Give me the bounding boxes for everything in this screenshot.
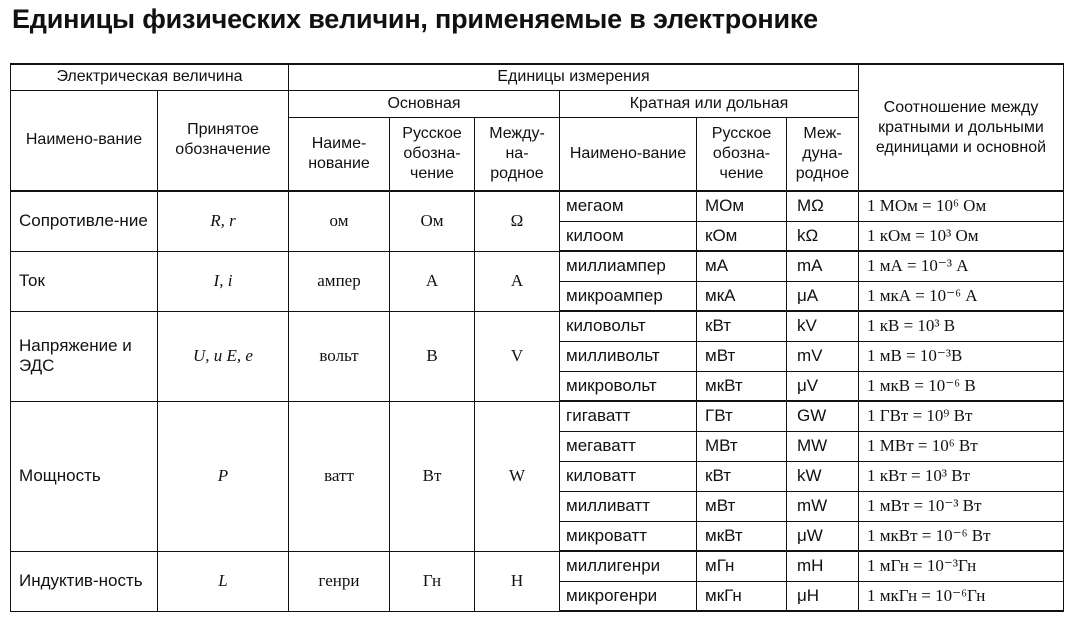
multiple-unit-intl: MΩ [787, 191, 859, 221]
multiple-unit-ru: мкВт [697, 521, 787, 551]
multiple-unit-name: мегаватт [560, 431, 697, 461]
multiple-unit-ru: МВт [697, 431, 787, 461]
multiple-unit-intl: mW [787, 491, 859, 521]
multiple-unit-name: киловольт [560, 311, 697, 341]
multiple-unit-name: микрогенри [560, 581, 697, 611]
multiple-unit-intl: μW [787, 521, 859, 551]
header-ratio: Соотношение между кратными и дольными единицами и основной [859, 64, 1064, 191]
header-quantity-symbol: Принятое обозначение [158, 90, 289, 191]
table-row [11, 191, 1064, 221]
base-unit-intl: Н [475, 551, 560, 611]
header-base-intl: Между-на-родное [475, 117, 560, 191]
multiple-unit-name: киловатт [560, 461, 697, 491]
base-unit-name: ампер [289, 251, 390, 311]
multiple-unit-intl: kΩ [787, 221, 859, 251]
unit-ratio: 1 кОм = 10³ Ом [859, 221, 1064, 251]
base-unit-ru: Вт [390, 401, 475, 551]
quantity-name: Напряжение и ЭДС [11, 311, 158, 401]
base-unit-name: вольт [289, 311, 390, 401]
unit-ratio: 1 МВт = 10⁶ Вт [859, 431, 1064, 461]
base-unit-ru: Гн [390, 551, 475, 611]
quantity-name: Мощность [11, 401, 158, 551]
quantity-symbol: P [158, 401, 289, 551]
unit-ratio: 1 мкГн = 10⁻⁶Гн [859, 581, 1064, 611]
quantity-name: Сопротивле-ние [11, 191, 158, 251]
base-unit-name: ом [289, 191, 390, 251]
multiple-unit-intl: kV [787, 311, 859, 341]
unit-ratio: 1 кВт = 10³ Вт [859, 461, 1064, 491]
multiple-unit-ru: мВт [697, 491, 787, 521]
quantity-name: Индуктив-ность [11, 551, 158, 611]
unit-ratio: 1 мкА = 10⁻⁶ А [859, 281, 1064, 311]
quantity-symbol: L [158, 551, 289, 611]
base-unit-intl: W [475, 401, 560, 551]
multiple-unit-name: милливатт [560, 491, 697, 521]
multiple-unit-name: гигаватт [560, 401, 697, 431]
multiple-unit-name: килоом [560, 221, 697, 251]
quantity-symbol: U, u E, e [158, 311, 289, 401]
multiple-unit-name: милливольт [560, 341, 697, 371]
unit-ratio: 1 МОм = 10⁶ Ом [859, 191, 1064, 221]
quantity-name: Ток [11, 251, 158, 311]
header-base-name: Наиме-нование [289, 117, 390, 191]
unit-ratio: 1 мВ = 10⁻³В [859, 341, 1064, 371]
header-base-group: Основная [289, 90, 560, 117]
base-unit-name: генри [289, 551, 390, 611]
page-title: Единицы физических величин, применяемые в электронике [12, 4, 818, 34]
multiple-unit-ru: мкГн [697, 581, 787, 611]
base-unit-ru: А [390, 251, 475, 311]
multiple-unit-name: миллигенри [560, 551, 697, 581]
header-multiple-group: Кратная или дольная [560, 90, 859, 117]
multiple-unit-intl: μA [787, 281, 859, 311]
base-unit-name: ватт [289, 401, 390, 551]
header-quantity-group: Электрическая величина [11, 64, 289, 90]
header-units-group: Единицы измерения [289, 64, 859, 90]
multiple-unit-name: мегаом [560, 191, 697, 221]
multiple-unit-name: микровольт [560, 371, 697, 401]
header-multiple-ru: Русское обозна-чение [697, 117, 787, 191]
unit-ratio: 1 мВт = 10⁻³ Вт [859, 491, 1064, 521]
multiple-unit-intl: μV [787, 371, 859, 401]
unit-ratio: 1 мкВ = 10⁻⁶ В [859, 371, 1064, 401]
multiple-unit-ru: ГВт [697, 401, 787, 431]
base-unit-intl: А [475, 251, 560, 311]
multiple-unit-intl: μH [787, 581, 859, 611]
multiple-unit-ru: кВт [697, 461, 787, 491]
multiple-unit-intl: mA [787, 251, 859, 281]
multiple-unit-intl: MW [787, 431, 859, 461]
multiple-unit-ru: МОм [697, 191, 787, 221]
multiple-unit-intl: mH [787, 551, 859, 581]
quantity-symbol: R, r [158, 191, 289, 251]
multiple-unit-ru: мкВт [697, 371, 787, 401]
unit-ratio: 1 кВ = 10³ В [859, 311, 1064, 341]
multiple-unit-ru: мГн [697, 551, 787, 581]
header-quantity-name: Наимено-вание [11, 90, 158, 191]
multiple-unit-ru: мА [697, 251, 787, 281]
units-table [10, 63, 1064, 612]
quantity-symbol: I, i [158, 251, 289, 311]
base-unit-intl: Ω [475, 191, 560, 251]
unit-ratio: 1 мА = 10⁻³ А [859, 251, 1064, 281]
base-unit-intl: V [475, 311, 560, 401]
unit-ratio: 1 мкВт = 10⁻⁶ Вт [859, 521, 1064, 551]
multiple-unit-name: микроампер [560, 281, 697, 311]
base-unit-ru: Ом [390, 191, 475, 251]
header-base-ru: Русское обозна-чение [390, 117, 475, 191]
table-row [11, 401, 1064, 431]
multiple-unit-ru: кОм [697, 221, 787, 251]
multiple-unit-ru: мкА [697, 281, 787, 311]
table-row [11, 551, 1064, 581]
multiple-unit-intl: GW [787, 401, 859, 431]
multiple-unit-intl: mV [787, 341, 859, 371]
multiple-unit-name: миллиампер [560, 251, 697, 281]
header-multiple-intl: Меж-дуна-родное [787, 117, 859, 191]
base-unit-ru: В [390, 311, 475, 401]
table-row [11, 251, 1064, 281]
multiple-unit-ru: кВт [697, 311, 787, 341]
header-multiple-name: Наимено-вание [560, 117, 697, 191]
multiple-unit-name: микроватт [560, 521, 697, 551]
unit-ratio: 1 ГВт = 10⁹ Вт [859, 401, 1064, 431]
multiple-unit-intl: kW [787, 461, 859, 491]
unit-ratio: 1 мГн = 10⁻³Гн [859, 551, 1064, 581]
multiple-unit-ru: мВт [697, 341, 787, 371]
table-row [11, 311, 1064, 341]
